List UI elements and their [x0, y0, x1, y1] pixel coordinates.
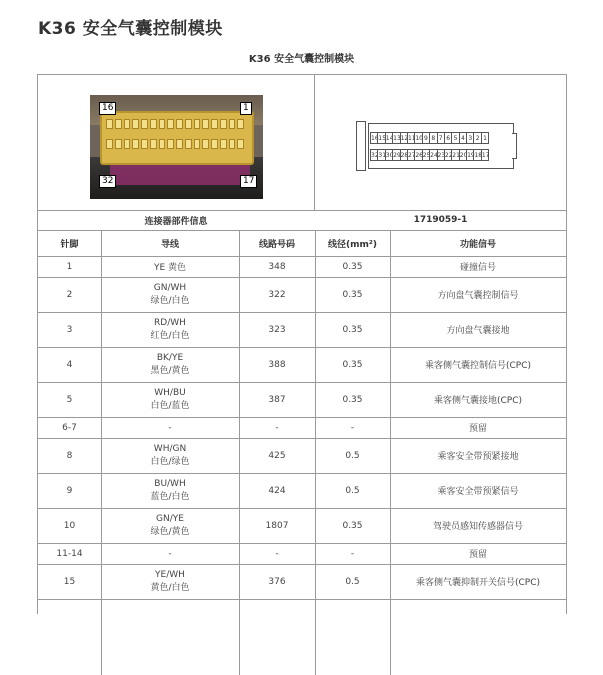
signal-cell: 预留 — [468, 550, 487, 560]
circuit-cell: 425 — [268, 450, 286, 461]
signal-cell: 乘客安全带预紧信号 — [437, 487, 519, 497]
connector-diagram — [356, 119, 516, 175]
pin-number: 5 — [451, 132, 459, 144]
row-divider — [38, 599, 566, 600]
pin-label-top-left: 16 — [99, 102, 116, 115]
column-header: 线路号码 — [258, 239, 295, 250]
column-header: 针脚 — [60, 239, 79, 250]
wire-cell — [101, 438, 239, 473]
circuit-cell: - — [275, 422, 279, 433]
wire-cell-line: 红色/白色 — [150, 330, 190, 341]
pin-number: 20 — [459, 149, 467, 161]
wire-cell — [101, 347, 239, 382]
signal-cell: 驾驶员感知传感器信号 — [432, 522, 523, 532]
pin-number: 17 — [481, 149, 489, 161]
image-divider — [314, 75, 315, 210]
pin-cell: 6-7 — [62, 422, 77, 433]
pin-number: 28 — [400, 149, 408, 161]
signal-cell: 乘客侧气囊控制信号(CPC) — [424, 361, 532, 371]
wire-cell — [101, 508, 239, 543]
column-header: 导线 — [160, 239, 179, 250]
wire-cell-line: 蓝色/白色 — [150, 491, 190, 502]
signal-cell: 方向盘气囊接地 — [446, 326, 510, 336]
pin-cell: 10 — [63, 520, 76, 531]
pin-number: 9 — [422, 132, 430, 144]
wire-cell — [101, 277, 239, 312]
pin-number: 11 — [407, 132, 415, 144]
pin-number: 13 — [392, 132, 400, 144]
pin-number: 27 — [407, 149, 415, 161]
pin-cell: 11-14 — [56, 548, 83, 559]
wire-cell-line: GN/WH — [153, 282, 187, 293]
circuit-cell: 322 — [268, 289, 286, 300]
circuit-cell: 376 — [268, 576, 286, 587]
wire-cell — [101, 312, 239, 347]
circuit-cell: 323 — [268, 324, 286, 335]
pin-number: 19 — [466, 149, 474, 161]
pin-label-bottom-right: 17 — [240, 175, 257, 188]
gauge-cell: 0.5 — [345, 485, 360, 496]
wire-cell-line: YE/WH — [155, 569, 185, 580]
pin-cell: 4 — [66, 359, 73, 370]
pin-number: 32 — [370, 149, 378, 161]
signal-cell: 碰撞信号 — [459, 263, 496, 273]
gauge-cell: - — [350, 422, 355, 433]
signal-cell: 方向盘气囊控制信号 — [437, 291, 519, 301]
table-title: K36 安全气囊控制模块 — [248, 54, 355, 65]
wire-cell-line: BU/WH — [154, 478, 186, 489]
signal-cell: 乘客侧气囊抑制开关信号(CPC) — [415, 578, 541, 588]
pinout-table — [37, 74, 567, 614]
wire-cell-line: 绿色/白色 — [150, 295, 190, 306]
pin-cell: 9 — [66, 485, 73, 496]
pin-number: 10 — [414, 132, 422, 144]
pin-row-bottom — [370, 149, 488, 161]
pin-number: 4 — [459, 132, 467, 144]
circuit-cell: - — [275, 548, 279, 559]
column-header: 线径(mm²) — [328, 239, 377, 250]
gauge-cell: 0.35 — [342, 261, 363, 272]
wire-cell — [101, 382, 239, 417]
pin-cell: 5 — [66, 394, 73, 405]
pin-number: 12 — [400, 132, 408, 144]
pin-number: 24 — [429, 149, 437, 161]
pin-cell: 1 — [66, 261, 73, 272]
pin-number: 22 — [444, 149, 452, 161]
wire-cell-line: 白色/绿色 — [150, 456, 190, 467]
gauge-cell: 0.35 — [342, 289, 363, 300]
pin-number: 26 — [414, 149, 422, 161]
pin-number: 16 — [370, 132, 378, 144]
circuit-cell: 424 — [268, 485, 286, 496]
column-divider — [239, 230, 240, 675]
column-divider — [101, 230, 102, 675]
pin-label-top-right: 1 — [240, 102, 252, 115]
gauge-cell: 0.35 — [342, 324, 363, 335]
wire-cell-line: 白色/蓝色 — [150, 400, 190, 411]
pin-number: 23 — [437, 149, 445, 161]
pin-number: 2 — [473, 132, 481, 144]
pin-cell: 2 — [66, 289, 73, 300]
pin-cell: 15 — [63, 576, 76, 587]
wire-cell — [101, 473, 239, 508]
pin-number: 21 — [451, 149, 459, 161]
gauge-cell: 0.35 — [342, 394, 363, 405]
pin-number: 29 — [392, 149, 400, 161]
pin-number: 25 — [422, 149, 430, 161]
pin-number: 7 — [437, 132, 445, 144]
wire-cell-line: WH/GN — [153, 443, 187, 454]
pin-row-top — [370, 132, 488, 144]
pin-number: 1 — [481, 132, 489, 144]
gauge-cell: 0.5 — [345, 450, 360, 461]
wire-cell-line: RD/WH — [154, 317, 186, 328]
gauge-cell: 0.35 — [342, 359, 363, 370]
wire-cell-line: 黄色/白色 — [150, 582, 190, 593]
circuit-cell: 348 — [268, 261, 286, 272]
wire-cell — [101, 564, 239, 599]
part-number: 1719059-1 — [413, 215, 468, 225]
wire-cell: YE 黄色 — [153, 263, 187, 273]
pin-number: 14 — [385, 132, 393, 144]
signal-cell: 预留 — [468, 424, 487, 434]
pin-number: 6 — [444, 132, 452, 144]
gauge-cell: 0.5 — [345, 576, 360, 587]
pin-number: 3 — [466, 132, 474, 144]
column-divider — [390, 230, 391, 675]
wire-cell: - — [168, 422, 172, 433]
pin-number: 30 — [385, 149, 393, 161]
connector-photo — [90, 95, 263, 199]
pin-number: 31 — [377, 149, 385, 161]
connector-info-label: 连接器部件信息 — [144, 216, 208, 227]
wire-cell-line: WH/BU — [154, 387, 186, 398]
pin-cell: 3 — [66, 324, 73, 335]
pin-number: 15 — [377, 132, 385, 144]
pin-label-bottom-left: 32 — [99, 175, 116, 188]
pin-number: 8 — [429, 132, 437, 144]
signal-cell: 乘客侧气囊接地(CPC) — [433, 396, 523, 406]
wire-cell-line: 绿色/黄色 — [150, 526, 190, 537]
column-divider — [315, 230, 316, 675]
circuit-cell: 388 — [268, 359, 286, 370]
circuit-cell: 1807 — [265, 520, 289, 531]
pin-number: 18 — [473, 149, 481, 161]
wire-cell-line: GN/YE — [156, 513, 184, 524]
signal-cell: 乘客安全带预紧接地 — [437, 452, 519, 462]
pin-cell: 8 — [66, 450, 73, 461]
wire-cell-line: BK/YE — [156, 352, 184, 363]
wire-cell-line: 黑色/黄色 — [150, 365, 190, 376]
page-title: K36 安全气囊控制模块 — [38, 19, 223, 39]
circuit-cell: 387 — [268, 394, 286, 405]
gauge-cell: 0.35 — [342, 520, 363, 531]
gauge-cell: - — [350, 548, 355, 559]
column-header: 功能信号 — [459, 239, 496, 250]
wire-cell: - — [168, 548, 172, 559]
